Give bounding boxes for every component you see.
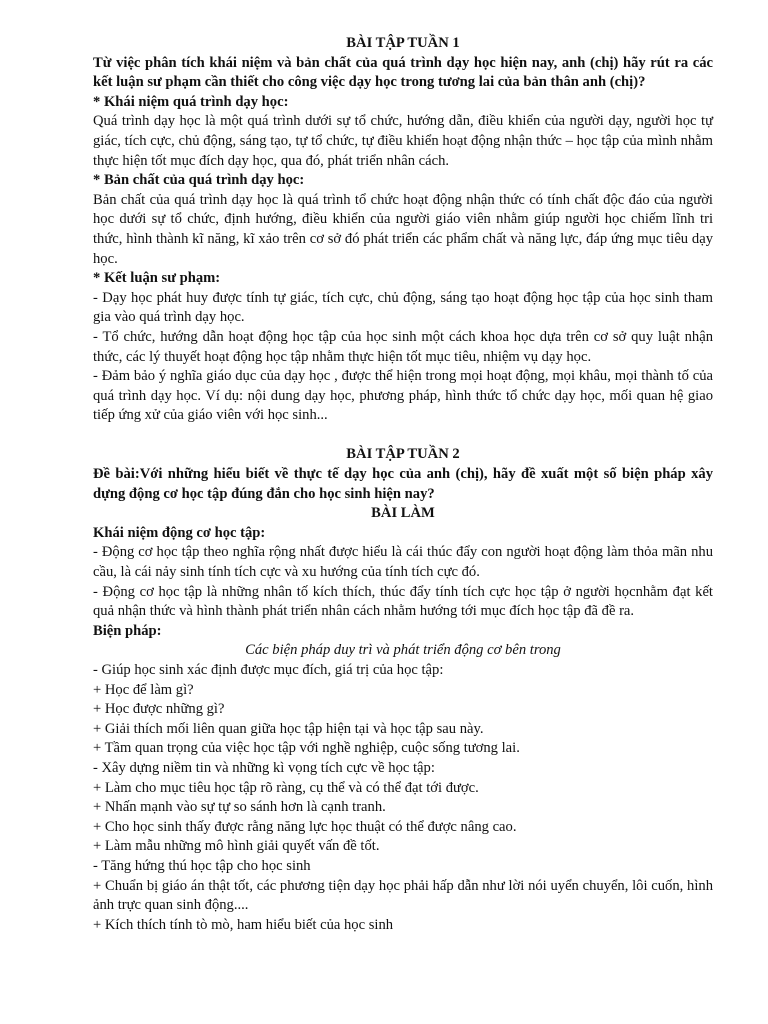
list-item: + Học được những gì?: [93, 701, 225, 718]
week1-concept-text: Quá trình dạy học là một quá trình dưới sự tổ chức, hướng dẫn, điều khiển của người dạy, người học tự giác, tích cực, chủ động, sáng tạo, tự tổ chức, tự điều khiển hoạt động nhận thức – học tập của mình nhằm thực hiện tốt mục đích dạy học, qua đó, phát triển nhân cách.: [93, 113, 713, 169]
list-item: + Nhấn mạnh vào sự tự so sánh hơn là cạnh tranh.: [93, 799, 386, 816]
list-item: + Kích thích tính tò mò, ham hiểu biết của học sinh: [93, 916, 394, 933]
week2-concept-heading: Khái niệm động cơ học tập:: [93, 524, 266, 541]
list-item: + Cho học sinh thấy được rằng năng lực học thuật có thể được nâng cao.: [93, 818, 517, 835]
week1-title: BÀI TẬP TUẦN 1: [346, 35, 460, 51]
week1-conclusion-item: - Dạy học phát huy được tính tự giác, tích cực, chủ động, sáng tạo hoạt động học tập của học sinh tham gia vào quá trình dạy học.: [93, 289, 713, 326]
list-item: - Giúp học sinh xác định được mục đích, giá trị của học tập:: [93, 662, 444, 678]
week2-question: Đề bài:Với những hiểu biết về thực tế dạy học của anh (chị), hãy đề xuất một số biện pháp xây dựng động cơ học tập đúng đắn cho học sinh hiện nay?: [93, 466, 713, 502]
list-item: + Tầm quan trọng của việc học tập với nghề nghiệp, cuộc sống tương lai.: [93, 740, 520, 757]
list-item: + Giải thích mối liên quan giữa học tập hiện tại và học tập sau này.: [93, 720, 484, 737]
week2-measures-subheading: Các biện pháp duy trì và phát triển động cơ bên trong: [245, 642, 561, 659]
week1-concept-heading: * Khái niệm quá trình dạy học:: [93, 93, 289, 110]
week1-nature-text: Bản chất của quá trình dạy học là quá trình tổ chức hoạt động nhận thức có tính chất độc đáo của người học dưới sự tổ chức, định hướng, điều khiển của người giáo viên nhằm giúp người học chiếm lĩnh tri thức, hình thành kĩ năng, kĩ xảo trên cơ sở đó phát triển các phẩm chất và năng lực, đáp ứng mục tiêu dạy học.: [93, 191, 713, 267]
week2-title: BÀI TẬP TUẦN 2: [346, 446, 460, 463]
week2-measures-heading: Biện pháp:: [93, 622, 162, 639]
week2-concept-item: - Động cơ học tập theo nghĩa rộng nhất được hiểu là cái thúc đẩy con người hoạt động làm thỏa mãn nhu cầu, là cái nảy sinh tính tích cực và xu hướng của tính tích cực đó.: [93, 544, 713, 581]
week1-conclusion-heading: * Kết luận sư phạm:: [93, 270, 221, 287]
week1-conclusion-item: - Đảm bảo ý nghĩa giáo dục của dạy học , được thể hiện trong mọi hoạt động, mọi khâu, mọi thành tố của quá trình dạy học. Ví dụ: nội dung dạy học, phương pháp, hình thức tổ chức dạy học, mối quan hệ giao tiếp ứng xử của giáo viên với học sinh...: [93, 368, 713, 424]
list-item: + Học để làm gì?: [93, 681, 194, 698]
week1-conclusion-item: - Tổ chức, hướng dẫn hoạt động học tập của học sinh một cách khoa học dựa trên cơ sở quy luật nhận thức, các lý thuyết hoạt động học tập nhằm thực hiện tốt mục tiêu, nhiệm vụ dạy học.: [93, 328, 713, 365]
list-item: + Chuẩn bị giáo án thật tốt, các phương tiện dạy học phải hấp dẫn như lời nói uyển chuyển, lôi cuốn, hình ảnh trực quan sinh động....: [93, 877, 713, 914]
week1-nature-heading: * Bản chất của quá trình dạy học:: [93, 172, 305, 189]
list-item: + Làm cho mục tiêu học tập rõ ràng, cụ thể và có thể đạt tới được.: [93, 779, 479, 796]
list-item: - Xây dựng niềm tin và những kì vọng tích cực về học tập:: [93, 759, 435, 776]
week1-question: Từ việc phân tích khái niệm và bản chất của quá trình dạy học hiện nay, anh (chị) hãy rút ra các kết luận sư phạm cần thiết cho công việc dạy học trong tương lai của bản thân anh (chị)?: [93, 54, 713, 91]
week2-answer-title: BÀI LÀM: [371, 505, 435, 522]
list-item: - Tăng hứng thú học tập cho học sinh: [93, 857, 311, 874]
week2-measures-list: [93, 661, 713, 935]
week2-concept-item: - Động cơ học tập là những nhân tố kích thích, thúc đẩy tính tích cực học tập ở người họcnhằm đạt kết quả nhận thức và hình thành phát triển nhân cách nhằm hướng tới mục đích học tập đã đề ra.: [93, 583, 713, 620]
list-item: + Làm mẫu những mô hình giải quyết vấn đề tốt.: [93, 838, 380, 855]
document-body: [93, 34, 713, 935]
section-spacer: [93, 426, 713, 446]
